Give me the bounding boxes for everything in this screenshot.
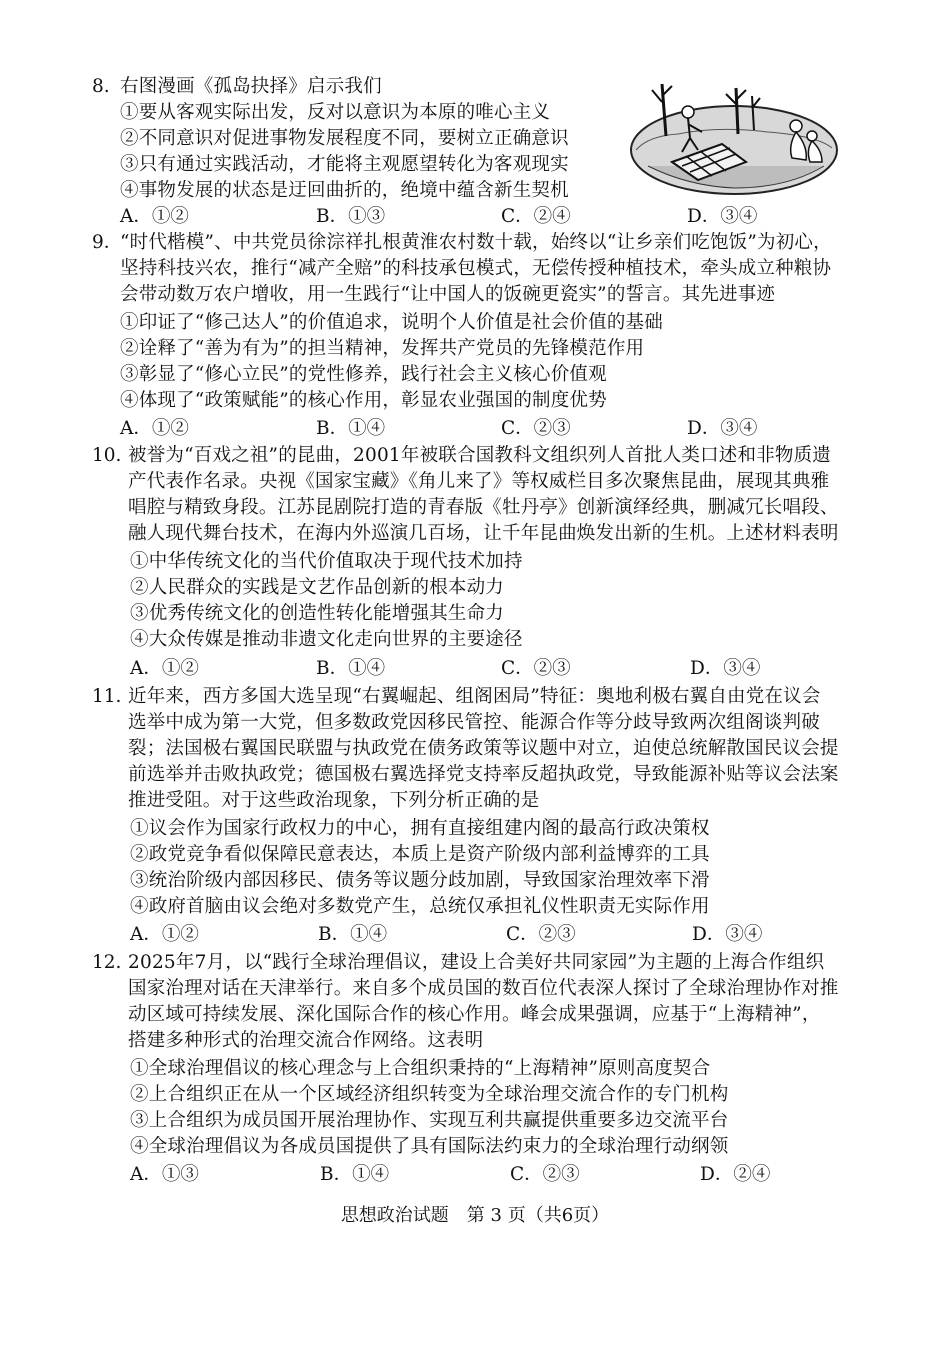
choice-c: C．②③ (501, 418, 571, 439)
option-1: ①全球治理倡议的核心理念与上合组织秉持的“上海精神”原则高度契合 (130, 1058, 711, 1079)
question-stem: 搭建多种形式的治理交流合作网络。这表明 (128, 1030, 484, 1051)
option-2: ②诠释了“善为有为”的担当精神，发挥共产党员的先锋模范作用 (120, 338, 645, 359)
question-stem: “时代楷模”、中共党员徐淙祥扎根黄淮农村数十载，始终以“让乡亲们吃饱饭”为初心， (120, 232, 832, 253)
option-2: ②不同意识对促进事物发展程度不同，要树立正确意识 (120, 128, 569, 149)
option-3: ③统治阶级内部因移民、债务等议题分歧加剧，导致国家治理效率下滑 (130, 870, 710, 891)
option-1: ①中华传统文化的当代价值取决于现代技术加持 (130, 551, 523, 572)
question-stem: 国家治理对话在天津举行。来自多个成员国的数百位代表深人探讨了全球治理协作对推 (128, 978, 839, 999)
choice-b: B．①④ (316, 658, 386, 679)
option-3: ③上合组织为成员国开展治理协作、实现互利共赢提供重要多边交流平台 (130, 1110, 729, 1131)
question-stem: 前选举并击败执政党；德国极右翼选择党支持率反超执政党，导致能源补贴等议会法案 (128, 764, 839, 785)
option-2: ②人民群众的实践是文艺作品创新的根本动力 (130, 577, 505, 598)
choice-a: A．①② (120, 418, 189, 439)
question-number: 8. (92, 76, 110, 97)
option-4: ④体现了“政策赋能”的核心作用，彰显农业强国的制度优势 (120, 390, 607, 411)
option-1: ①印证了“修己达人”的价值追求，说明个人价值是社会价值的基础 (120, 312, 663, 333)
option-3: ③优秀传统文化的创造性转化能增强其生命力 (130, 603, 505, 624)
choice-d: D．③④ (692, 924, 763, 945)
question-stem: 唱腔与精致身段。江苏昆剧院打造的青春版《牡丹亭》创新演绎经典，删减冗长唱段、 (128, 497, 839, 518)
option-3: ③彰显了“修心立民”的党性修养，践行社会主义核心价值观 (120, 364, 607, 385)
question-stem: 右图漫画《孤岛抉择》启示我们 (120, 76, 382, 97)
choice-a: A．①② (130, 658, 199, 679)
choice-d: D．②④ (700, 1164, 771, 1185)
option-1: ①要从客观实际出发，反对以意识为本原的唯心主义 (120, 102, 551, 123)
question-number: 9． (92, 232, 123, 253)
option-3: ③只有通过实践活动，才能将主观愿望转化为客观现实 (120, 154, 569, 175)
question-stem: 裂；法国极右翼国民联盟与执政党在债务政策等议题中对立，迫使总统解散国民议会提 (128, 738, 839, 759)
choice-d: D．③④ (687, 418, 758, 439)
island-cartoon-illustration (628, 76, 840, 200)
option-4: ④事物发展的状态是迂回曲折的，绝境中蕴含新生契机 (120, 180, 569, 201)
page-footer: 思想政治试题 第 3 页（共6页） (340, 1205, 610, 1226)
choice-c: C．②③ (506, 924, 576, 945)
choice-a: A．①② (120, 206, 189, 227)
question-stem: 坚持科技兴农，推行“减产全赔”的科技承包模式，无偿传授种植技术，牵头成立种粮协 (120, 258, 832, 279)
option-1: ①议会作为国家行政权力的中心，拥有直接组建内阁的最高行政决策权 (130, 818, 710, 839)
option-2: ②政党竞争看似保障民意表达，本质上是资产阶级内部利益博弈的工具 (130, 844, 710, 865)
choice-c: C．②④ (501, 206, 571, 227)
option-4: ④大众传媒是推动非遗文化走向世界的主要途径 (130, 629, 523, 650)
option-2: ②上合组织正在从一个区域经济组织转变为全球治理交流合作的专门机构 (130, 1084, 729, 1105)
choice-a: A．①③ (130, 1164, 199, 1185)
choice-d: D．③④ (690, 658, 761, 679)
question-stem: 动区域可持续发展、深化国际合作的核心作用。峰会成果强调，应基于“上海精神”， (128, 1004, 821, 1025)
choice-b: B．①④ (318, 924, 388, 945)
question-stem: 被誉为“百戏之祖”的昆曲，2001年被联合国教科文组织列人首批人类口述和非物质遗 (128, 445, 831, 466)
question-stem: 产代表作名录。央视《国家宝藏》《角儿来了》等权威栏目多次聚焦昆曲，展现其典雅 (128, 471, 830, 492)
choice-b: B．①③ (316, 206, 386, 227)
question-stem: 2025年7月，以“践行全球治理倡议，建设上合美好共同家园”为主题的上海合作组织 (128, 952, 825, 973)
question-stem: 融人现代舞台技术，在海内外巡演几百场，让千年昆曲焕发出新的生机。上述材料表明 (128, 523, 839, 544)
question-stem: 近年来，西方多国大选呈现“右翼崛起、组阁困局”特征：奥地利极右翼自由党在议会 (128, 686, 821, 707)
choice-a: A．①② (130, 924, 199, 945)
question-number: 11. (92, 686, 122, 707)
option-4: ④政府首脑由议会绝对多数党产生，总统仅承担礼仪性职责无实际作用 (130, 896, 710, 917)
choice-b: B．①④ (316, 418, 386, 439)
choice-d: D．③④ (687, 206, 758, 227)
choice-c: C．②③ (510, 1164, 580, 1185)
question-stem: 选举中成为第一大党，但多数政党因移民管控、能源合作等分歧导致两次组阁谈判破 (128, 712, 820, 733)
option-4: ④全球治理倡议为各成员国提供了具有国际法约束力的全球治理行动纲领 (130, 1136, 729, 1157)
question-stem: 会带动数万农户增收，用一生践行“让中国人的饭碗更瓷实”的誓言。其先进事迹 (120, 284, 776, 305)
choice-b: B．①④ (320, 1164, 390, 1185)
question-number: 10. (92, 445, 122, 466)
choice-c: C．②③ (501, 658, 571, 679)
question-number: 12. (92, 952, 122, 973)
question-stem: 推进受阻。对于这些政治现象，下列分析正确的是 (128, 790, 540, 811)
